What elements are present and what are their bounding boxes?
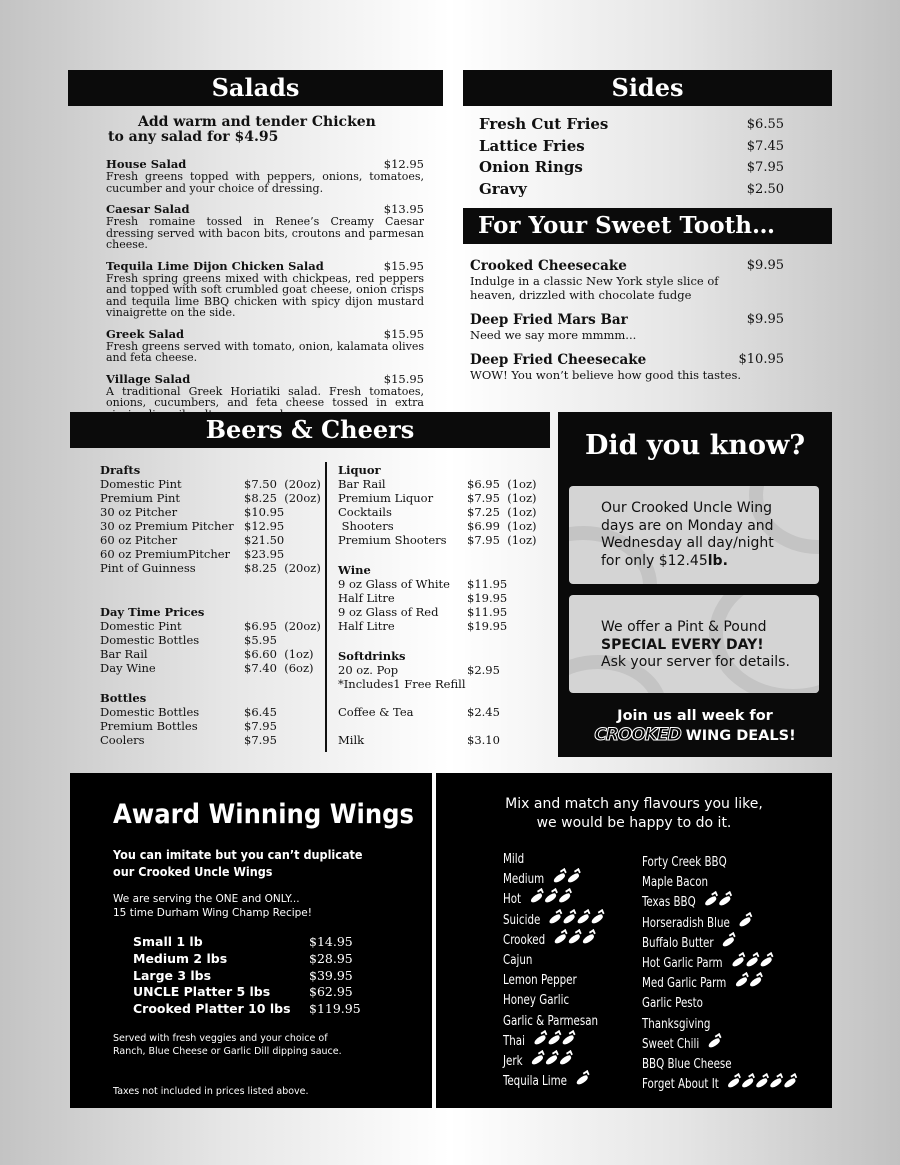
drink-size: (1oz) <box>507 533 537 547</box>
heat-rating <box>703 895 731 910</box>
drink-row <box>338 663 537 677</box>
flavour-name: Mild <box>503 852 525 867</box>
drink-row <box>338 477 537 491</box>
refill-note: *Includes1 Free Refill <box>338 677 466 691</box>
drink-name: Pint of Guinness <box>100 561 196 575</box>
salad-name: House Salad <box>106 157 187 171</box>
drink-name: 60 oz PremiumPitcher <box>100 547 231 561</box>
wing-size-price: $28.95 <box>309 950 353 966</box>
wing-size-price: $39.95 <box>309 967 353 983</box>
beers-divider <box>325 462 327 752</box>
drink-price: $6.99 <box>467 519 500 533</box>
heat-rating <box>532 1034 574 1049</box>
wing-size-price: $119.95 <box>309 1001 361 1017</box>
pint-pound-line: We offer a Pint & Pound <box>601 619 767 635</box>
drink-size: (20oz) <box>284 561 321 575</box>
liquor-label: Liquor <box>338 463 381 477</box>
softdrinks-label: Softdrinks <box>338 649 406 663</box>
drink-row <box>100 719 321 733</box>
flavour-item <box>503 850 617 870</box>
chili-pepper-icon <box>759 956 772 968</box>
side-item <box>479 157 784 179</box>
flavour-item <box>503 870 617 890</box>
chili-pepper-icon <box>552 872 565 884</box>
drink-row <box>100 647 321 661</box>
salad-name: Village Salad <box>106 371 191 386</box>
chili-pepper-icon <box>558 892 571 904</box>
heat-rating <box>528 892 570 907</box>
flavour-name: Horseradish Blue <box>642 915 730 931</box>
drink-price: $5.95 <box>244 633 277 647</box>
side-item <box>479 114 784 136</box>
salad-name: Caesar Salad <box>106 202 190 216</box>
wings-panel <box>70 773 432 1108</box>
flavour-item <box>642 954 805 974</box>
chili-pepper-icon <box>755 1077 768 1089</box>
drink-row <box>338 619 537 633</box>
salad-desc: Fresh spring greens mixed with chickpeas, red peppers and topped with soft crumbled goat cheese, onion crisps and tequila lime BBQ chicken with spicy dijon mustard vinaigrette on the side. <box>106 271 424 319</box>
drink-name: 9 oz Glass of White <box>338 577 450 591</box>
drink-name: Domestic Pint <box>100 477 182 491</box>
beers-title: Beers & Cheers <box>205 415 415 444</box>
wing-size-row <box>133 968 361 985</box>
drink-price: $23.95 <box>244 547 285 561</box>
flavour-name: Forty Creek BBQ <box>642 855 727 870</box>
drink-price: $2.45 <box>467 705 500 719</box>
heat-rating <box>737 916 751 931</box>
salads-title: Salads <box>211 73 300 102</box>
wings-served-note: Ranch, Blue Cheese or Garlic Dill dipping sauce. <box>113 1046 342 1057</box>
dessert-name: Deep Fried Mars Bar <box>470 312 628 328</box>
taxes-note: Taxes not included in prices listed above. <box>113 1086 309 1097</box>
side-name: Gravy <box>479 179 527 198</box>
chili-pepper-icon <box>547 1034 560 1046</box>
dessert-item <box>470 312 784 342</box>
drink-name: Coolers <box>100 733 145 747</box>
drink-row <box>100 533 321 547</box>
drink-name: Bar Rail <box>338 477 386 491</box>
wing-days-box <box>569 486 819 584</box>
side-item <box>479 179 784 201</box>
side-price: $7.95 <box>746 160 784 175</box>
salad-price: $15.95 <box>383 326 424 341</box>
drink-name: 60 oz Pitcher <box>100 533 178 547</box>
flavour-name: Hot <box>503 892 522 908</box>
drink-row <box>338 605 537 619</box>
drink-name: Domestic Bottles <box>100 705 200 719</box>
flavour-item <box>642 873 805 893</box>
chili-pepper-icon <box>738 916 751 928</box>
did-you-know-panel <box>558 412 832 757</box>
drink-name: 30 oz Pitcher <box>100 505 178 519</box>
side-price: $6.55 <box>746 117 784 132</box>
drink-price: $11.95 <box>467 577 508 591</box>
drink-name: Milk <box>338 733 365 747</box>
chili-pepper-icon <box>735 976 748 988</box>
flavours-panel <box>436 773 832 1108</box>
drink-price: $7.95 <box>467 533 500 547</box>
flavour-item <box>503 911 617 931</box>
dessert-desc: WOW! You won’t believe how good this tastes. <box>470 368 741 382</box>
drink-price: $7.40 <box>244 661 277 675</box>
flavours-right-list <box>642 853 827 1095</box>
salads-list <box>106 157 424 428</box>
wing-days-line: days are on Monday and <box>601 517 774 534</box>
heat-rating <box>530 1054 572 1069</box>
wing-size-name: Medium 2 lbs <box>133 950 228 966</box>
flavour-name: Suicide <box>503 912 541 928</box>
flavour-item <box>503 890 617 910</box>
wing-size-row <box>133 951 361 968</box>
drink-price: $12.95 <box>244 519 285 533</box>
salad-item <box>106 157 424 194</box>
flavour-name: Texas BBQ <box>642 895 696 911</box>
heat-rating <box>552 933 594 948</box>
salad-name: Greek Salad <box>106 326 185 341</box>
chili-pepper-icon <box>567 872 580 884</box>
flavour-item <box>642 1015 805 1035</box>
pint-pound-special: SPECIAL EVERY DAY! <box>601 636 764 653</box>
drink-name: Domestic Pint <box>100 619 182 633</box>
drink-price: $6.95 <box>244 619 277 633</box>
drink-row <box>338 519 537 533</box>
flavours-heading: we would be happy to do it. <box>536 815 732 831</box>
beers-right-column <box>338 461 537 747</box>
drink-name: Day Wine <box>100 661 156 675</box>
pint-pound-line: Ask your server for details. <box>601 654 790 670</box>
flavour-name: Garlic & Parmesan <box>503 1013 599 1029</box>
salad-desc: Fresh greens served with tomato, onion, kalamata olives and feta cheese. <box>106 339 424 364</box>
drink-price: $6.45 <box>244 705 277 719</box>
flavour-name: Maple Bacon <box>642 875 709 891</box>
chili-pepper-icon <box>769 1077 782 1089</box>
drink-price: $21.50 <box>244 533 285 547</box>
sides-list <box>479 114 784 200</box>
drink-price: $6.95 <box>467 477 500 491</box>
flavour-item <box>642 893 805 913</box>
wing-size-name: Small 1 lb <box>133 934 203 949</box>
beers-left-column <box>100 461 321 747</box>
chili-pepper-icon <box>591 913 604 925</box>
chili-pepper-icon <box>563 913 576 925</box>
chili-pepper-icon <box>731 956 744 968</box>
drink-size: (1oz) <box>507 505 537 519</box>
salads-promo <box>108 115 376 145</box>
salad-item <box>106 202 424 251</box>
chili-pepper-icon <box>561 1034 574 1046</box>
wing-deals-promo <box>558 707 832 746</box>
drink-row <box>338 705 537 719</box>
drink-row <box>100 505 321 519</box>
did-you-know-title: Did you know? <box>584 430 806 461</box>
drink-name: Domestic Bottles <box>100 633 200 647</box>
drink-price: $7.25 <box>467 505 500 519</box>
dessert-item <box>470 258 784 302</box>
chili-pepper-icon <box>559 1054 572 1066</box>
chili-pepper-icon <box>745 956 758 968</box>
drink-row <box>100 619 321 633</box>
chili-pepper-icon <box>741 1077 754 1089</box>
flavour-name: Hot Garlic Parm <box>642 956 723 972</box>
pint-pound-box <box>569 595 819 693</box>
salad-price: $15.95 <box>383 371 424 386</box>
side-item <box>479 136 784 158</box>
chili-pepper-icon <box>708 1037 721 1049</box>
chili-pepper-icon <box>533 1034 546 1046</box>
flavour-item <box>642 1075 805 1095</box>
chili-pepper-icon <box>704 895 717 907</box>
chili-pepper-icon <box>529 892 542 904</box>
flavour-name: Crooked <box>503 932 546 948</box>
chili-pepper-icon <box>749 976 762 988</box>
side-name: Onion Rings <box>479 158 583 176</box>
dessert-item <box>470 352 784 382</box>
drink-name: Premium Bottles <box>100 719 198 733</box>
wings-tagline: You can imitate but you can’t duplicate <box>113 847 363 862</box>
flavour-name: Lemon Pepper <box>503 973 577 989</box>
drink-size: (1oz) <box>507 519 537 533</box>
drink-row <box>100 477 321 491</box>
chili-pepper-icon <box>718 895 731 907</box>
drink-price: $8.25 <box>244 491 277 505</box>
chili-pepper-icon <box>553 933 566 945</box>
bottles-label: Bottles <box>100 691 147 705</box>
flavour-item <box>503 1032 617 1052</box>
sweet-list <box>470 258 784 392</box>
chili-pepper-icon <box>531 1054 544 1066</box>
dessert-price: $10.95 <box>738 352 784 367</box>
chili-pepper-icon <box>577 913 590 925</box>
sides-title: Sides <box>611 73 684 102</box>
chili-pepper-icon <box>543 892 556 904</box>
drink-row <box>338 533 537 547</box>
flavour-name: Sweet Chili <box>642 1036 700 1052</box>
join-line: Join us all week for <box>617 708 773 724</box>
wing-size-price: $14.95 <box>309 934 353 949</box>
salad-price: $15.95 <box>383 258 424 273</box>
wing-size-row <box>133 984 361 1001</box>
wine-label: Wine <box>338 563 371 577</box>
salads-promo-line1: Add warm and tender Chicken <box>138 114 376 130</box>
wing-size-row <box>133 934 361 951</box>
chili-pepper-icon <box>545 1054 558 1066</box>
flavour-name: Honey Garlic <box>503 993 570 1009</box>
drink-name: Premium Liquor <box>338 491 434 505</box>
drink-name: Bar Rail <box>100 647 148 661</box>
dessert-desc: heaven, drizzled with chocolate fudge <box>470 288 692 302</box>
flavour-name: BBQ Blue Cheese <box>642 1057 732 1073</box>
flavour-item <box>503 971 617 991</box>
drink-row <box>100 561 321 575</box>
flavour-name: Med Garlic Parm <box>642 976 727 992</box>
heat-rating <box>706 1037 720 1052</box>
drink-row <box>100 733 321 747</box>
drink-size: (20oz) <box>284 477 321 491</box>
drink-size: (20oz) <box>284 619 321 633</box>
drink-size: (6oz) <box>284 661 314 675</box>
flavour-name: Tequila Lime <box>503 1074 567 1090</box>
salad-price: $12.95 <box>383 157 424 171</box>
heat-rating <box>733 976 761 991</box>
drink-price: $7.95 <box>244 733 277 747</box>
flavour-item <box>503 1052 617 1072</box>
sweet-title: For Your Sweet Tooth… <box>478 212 775 239</box>
salad-item <box>106 327 424 364</box>
salads-header <box>68 70 443 106</box>
drink-row <box>338 733 537 747</box>
drink-row <box>100 547 321 561</box>
wing-size-name: UNCLE Platter 5 lbs <box>133 984 271 1000</box>
dessert-desc: Indulge in a classic New York style slice of <box>470 274 719 288</box>
dessert-desc: Need we say more mmmm... <box>470 328 637 342</box>
dessert-name: Deep Fried Cheesecake <box>470 352 647 368</box>
chili-pepper-icon <box>568 933 581 945</box>
salad-price: $13.95 <box>383 202 424 216</box>
flavour-item <box>642 853 805 873</box>
heat-rating <box>730 956 772 971</box>
wing-days-unit: lb. <box>707 552 728 569</box>
wings-title: Award Winning Wings <box>113 799 415 830</box>
flavour-item <box>503 1012 617 1032</box>
side-price: $7.45 <box>746 138 784 154</box>
chili-pepper-icon <box>722 936 735 948</box>
wing-deals-text: WING DEALS! <box>685 728 796 744</box>
wing-days-price-line <box>601 553 819 571</box>
drink-price: $8.25 <box>244 561 277 575</box>
heat-rating <box>551 872 579 887</box>
chili-pepper-icon <box>582 933 595 945</box>
salad-name: Tequila Lime Dijon Chicken Salad <box>106 258 324 273</box>
wings-serving: We are serving the ONE and ONLY... <box>113 893 300 905</box>
drink-name: Premium Shooters <box>338 533 447 547</box>
heat-rating <box>574 1074 588 1089</box>
drink-name: Half Litre <box>338 591 395 605</box>
flavour-item <box>503 1072 617 1092</box>
dessert-price: $9.95 <box>746 258 784 273</box>
flavour-name: Thanksgiving <box>642 1016 711 1032</box>
chili-pepper-icon <box>783 1077 796 1089</box>
wing-size-name: Large 3 lbs <box>133 967 212 983</box>
drink-row <box>100 705 321 719</box>
flavour-name: Thai <box>503 1033 525 1049</box>
flavour-item <box>642 914 805 934</box>
heat-rating <box>721 936 735 951</box>
drink-price: $2.95 <box>467 663 500 677</box>
side-name: Lattice Fries <box>479 136 585 155</box>
drink-row <box>338 491 537 505</box>
drink-price: $7.50 <box>244 477 277 491</box>
drink-name: 20 oz. Pop <box>338 663 399 677</box>
flavour-item <box>503 931 617 951</box>
drink-name: 9 oz Glass of Red <box>338 605 439 619</box>
chili-pepper-icon <box>549 913 562 925</box>
drink-price: $3.10 <box>467 733 500 747</box>
drink-name: 30 oz Premium Pitcher <box>100 519 234 533</box>
salad-desc: Fresh romaine tossed in Renee’s Creamy Caesar dressing served with bacon bits, croutons and parmesan cheese. <box>106 215 424 251</box>
drafts-label: Drafts <box>100 463 141 477</box>
chili-pepper-icon <box>727 1077 740 1089</box>
drink-row <box>338 577 537 591</box>
flavour-item <box>642 974 805 994</box>
flavour-name: Jerk <box>503 1054 523 1070</box>
flavours-left-list <box>503 850 633 1092</box>
beers-header <box>70 412 550 448</box>
drink-name: Coffee & Tea <box>338 705 414 719</box>
wing-size-row <box>133 1001 361 1018</box>
drink-name: Premium Pint <box>100 491 181 505</box>
flavour-item <box>642 934 805 954</box>
drink-name: Shooters <box>338 519 394 533</box>
salad-item <box>106 259 424 319</box>
crooked-logo: CROOKED <box>594 725 681 745</box>
dessert-name: Crooked Cheesecake <box>470 258 627 274</box>
wing-size-name: Crooked Platter 10 lbs <box>133 1001 291 1017</box>
wings-tagline: our Crooked Uncle Wings <box>113 864 273 879</box>
drink-row <box>100 633 321 647</box>
drink-size: (1oz) <box>284 647 314 661</box>
drink-name: Half Litre <box>338 619 395 633</box>
flavour-name: Medium <box>503 872 545 888</box>
flavour-item <box>642 1035 805 1055</box>
drink-price: $19.95 <box>467 619 508 633</box>
sweet-header <box>463 208 832 244</box>
drink-row <box>100 661 321 675</box>
salad-desc: A traditional Greek Horiatiki salad. Fresh tomatoes, onions, cucumbers, and feta cheese tossed in extra <box>106 384 424 409</box>
wing-days-line: Our Crooked Uncle Wing <box>601 500 772 516</box>
drink-price: $7.95 <box>244 719 277 733</box>
flavour-name: Forget About It <box>642 1077 719 1093</box>
drink-size: (1oz) <box>507 491 537 505</box>
wing-days-price: for only $12.45 <box>601 552 708 569</box>
side-name: Fresh Cut Fries <box>479 115 609 133</box>
drink-price: $7.95 <box>467 491 500 505</box>
drink-price: $19.95 <box>467 591 508 605</box>
chili-pepper-icon <box>575 1074 588 1086</box>
drink-name: Cocktails <box>338 505 392 519</box>
salads-promo-line2: to any salad for $4.95 <box>108 129 279 145</box>
drink-row <box>100 491 321 505</box>
salad-desc: Fresh greens topped with peppers, onions, tomatoes, cucumber and your choice of dressing. <box>106 170 424 195</box>
daytime-label: Day Time Prices <box>100 605 205 619</box>
heat-rating <box>726 1077 796 1092</box>
side-price: $2.50 <box>746 181 784 197</box>
wing-days-line: Wednesday all day/night <box>601 535 774 551</box>
drink-size: (20oz) <box>284 491 321 505</box>
drink-price: $11.95 <box>467 605 508 619</box>
drink-size: (1oz) <box>507 477 537 491</box>
flavour-name: Cajun <box>503 953 533 969</box>
drink-price: $10.95 <box>244 505 285 519</box>
dessert-price: $9.95 <box>746 312 784 327</box>
wings-serving: 15 time Durham Wing Champ Recipe! <box>113 907 312 919</box>
flavour-item <box>503 991 617 1011</box>
flavour-item <box>642 994 805 1014</box>
heat-rating <box>547 913 603 928</box>
drink-row <box>338 505 537 519</box>
flavour-name: Garlic Pesto <box>642 996 703 1012</box>
drink-price: $6.60 <box>244 647 277 661</box>
flavour-name: Buffalo Butter <box>642 935 714 951</box>
flavour-item <box>503 951 617 971</box>
wing-size-price: $62.95 <box>309 984 353 1000</box>
wings-served-note: Served with fresh veggies and your choice of <box>113 1033 328 1044</box>
drink-row <box>338 591 537 605</box>
flavours-heading: Mix and match any flavours you like, <box>505 796 763 812</box>
sides-header <box>463 70 832 106</box>
drink-row <box>100 519 321 533</box>
